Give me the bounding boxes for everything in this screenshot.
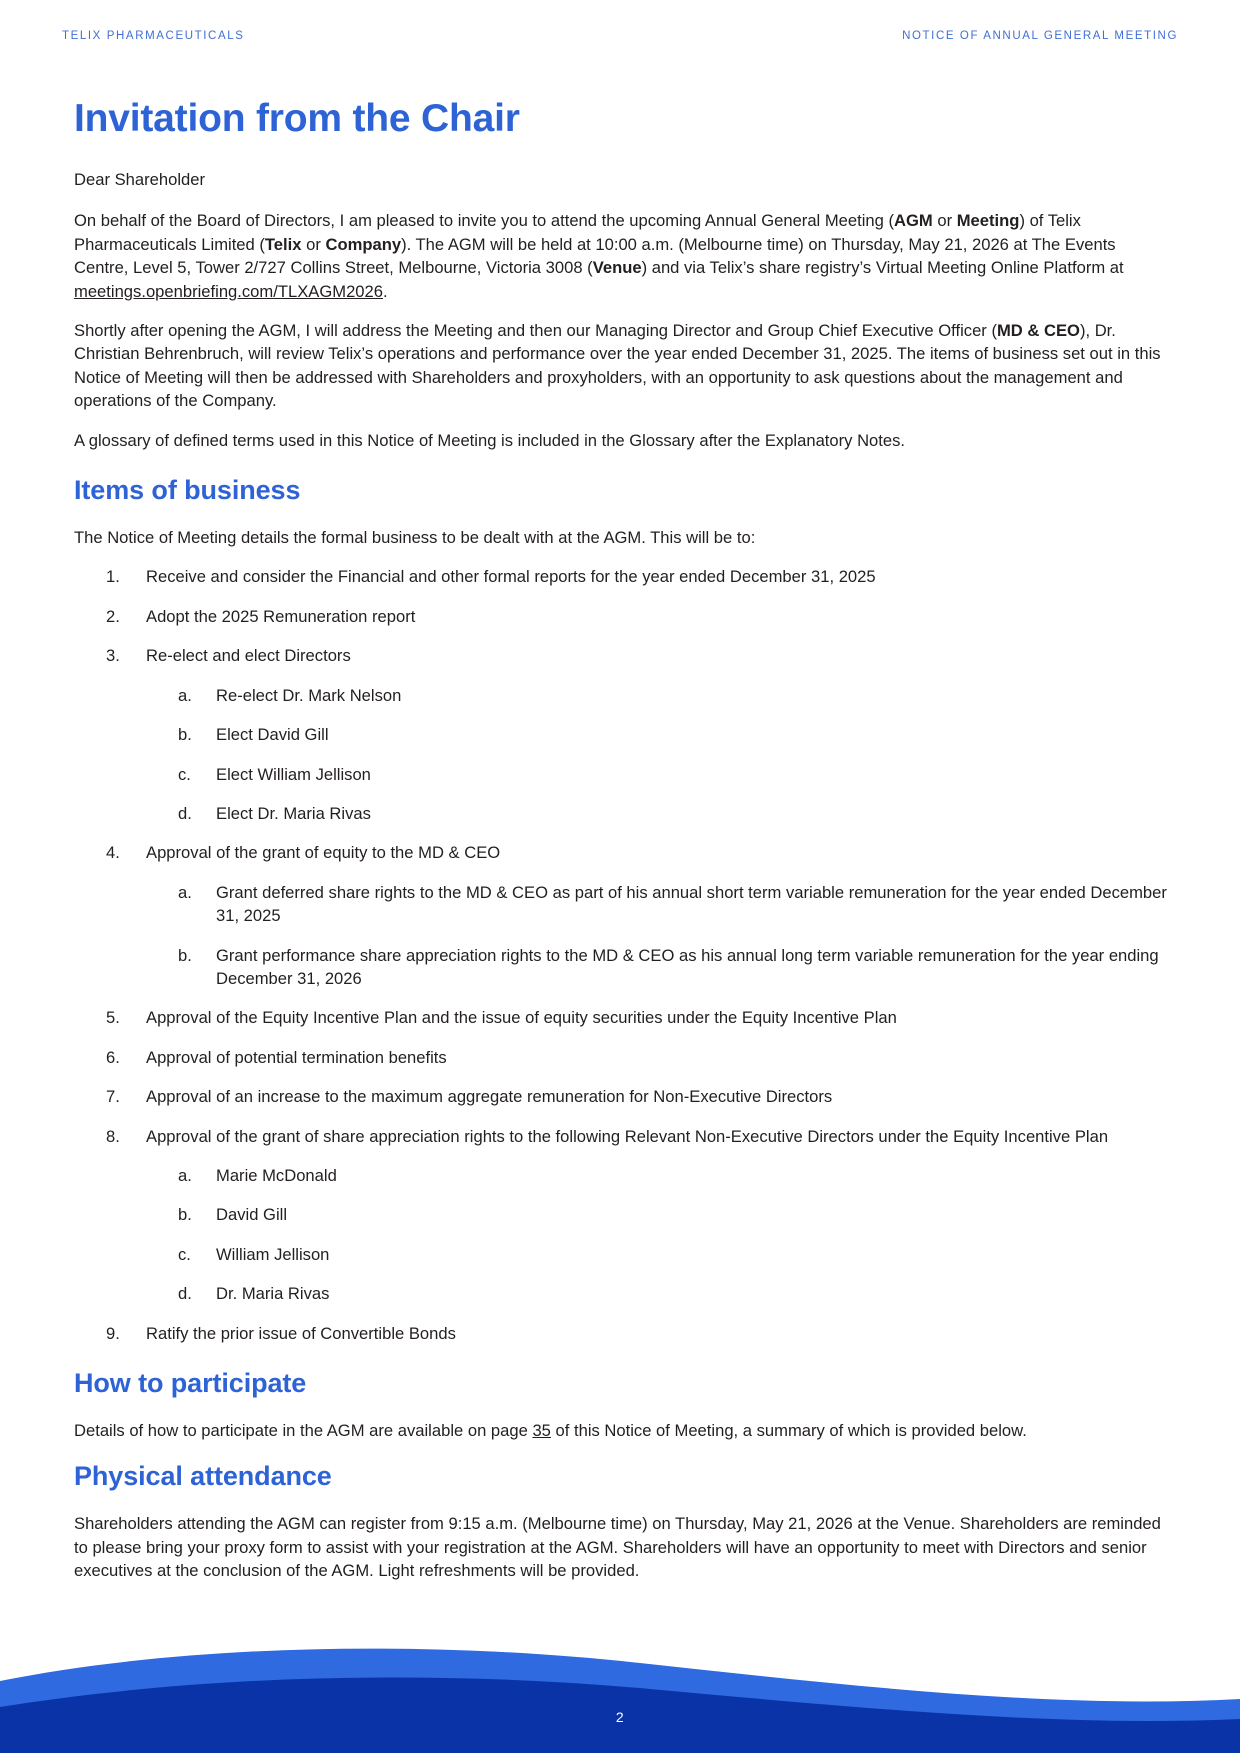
intro-p1-end: . xyxy=(383,281,388,301)
page-reference-link[interactable]: 35 xyxy=(532,1421,551,1440)
sub-list xyxy=(146,684,1174,826)
sub-list-item-text: Elect Dr. Maria Rivas xyxy=(216,803,371,823)
sub-list-item xyxy=(146,1282,1174,1305)
list-item xyxy=(74,644,1174,825)
salutation: Dear Shareholder xyxy=(74,170,205,189)
sub-list-item xyxy=(146,1243,1174,1266)
intro-p1-part-a: On behalf of the Board of Directors, I am pleased to invite you to attend the upcoming Annual General Meeting ( xyxy=(74,211,895,231)
list-item-text: Approval of the grant of equity to the MD & CEO xyxy=(146,843,501,863)
term-md-ceo: MD & CEO xyxy=(996,321,1080,341)
wave-svg xyxy=(0,1603,1240,1753)
term-meeting: Meeting xyxy=(956,211,1020,231)
how-to-participate-text-a: Details of how to participate in the AGM are available on page xyxy=(74,1421,533,1440)
items-of-business-lead: The Notice of Meeting details the formal business to be dealt with at the AGM. This will be to: xyxy=(74,528,756,548)
header-document-title: NOTICE OF ANNUAL GENERAL MEETING xyxy=(902,30,1178,42)
intro-p1-part-e: ) of Telix Pharmaceuticals Limited ( xyxy=(74,211,1081,254)
list-item-text: Approval of an increase to the maximum aggregate remuneration for Non-Executive Directors xyxy=(146,1087,833,1107)
list-item xyxy=(74,605,1174,628)
intro-paragraph-3: A glossary of defined terms used in this Notice of Meeting is included in the Glossary after the Explanatory Notes. xyxy=(74,430,906,450)
term-agm: AGM xyxy=(894,211,933,231)
list-item xyxy=(74,1125,1174,1306)
list-item xyxy=(74,841,1174,990)
list-item xyxy=(74,1322,1174,1345)
footer-wave-graphic xyxy=(0,1603,1240,1753)
intro-p1-part-c: or xyxy=(932,211,957,231)
list-item-text: Ratify the prior issue of Convertible Bonds xyxy=(146,1323,456,1343)
how-to-participate-text-b: of this Notice of Meeting, a summary of which is provided below. xyxy=(550,1421,1027,1440)
intro-paragraph-2 xyxy=(74,319,1174,413)
sub-list-item-text: David Gill xyxy=(216,1205,288,1225)
sub-list-item xyxy=(146,802,1174,825)
physical-attendance-paragraph: Shareholders attending the AGM can register from 9:15 a.m. (Melbourne time) on Thursday, May 21, 2026 at the Venue. Shareholders are reminded to please bring your proxy form to assist with your registration at the AGM. Shareholders will have an opportunity to meet with Directors and senior executives at the conclusion of the AGM. Light refreshments will be provided. xyxy=(74,1514,1161,1581)
items-of-business-heading: Items of business xyxy=(74,475,301,506)
page-number: 2 xyxy=(615,1709,625,1725)
sub-list-item-text: Elect William Jellison xyxy=(216,764,371,784)
list-item-text: Approval of potential termination benefits xyxy=(146,1047,447,1067)
list-item-text: Approval of the Equity Incentive Plan and the issue of equity securities under the Equity Incentive Plan xyxy=(146,1008,897,1028)
list-item xyxy=(74,1046,1174,1069)
sub-list-item-text: Marie McDonald xyxy=(216,1165,337,1185)
term-telix: Telix xyxy=(264,234,302,254)
intro-p1-part-i: ). The AGM will be held at 10:00 a.m. (Melbourne time) on Thursday, May 21, 2026 at The Events Centre, Level 5, Tower 2/727 Collins Street, Melbourne, Victoria 3008 ( xyxy=(74,234,1116,278)
sub-list-item xyxy=(146,723,1174,746)
how-to-participate-heading: How to participate xyxy=(74,1368,307,1398)
intro-p2-part-a: Shortly after opening the AGM, I will address the Meeting and then our Managing Director and Group Chief Executive Officer ( xyxy=(74,321,997,341)
virtual-meeting-link[interactable]: meetings.openbriefing.com/TLXAGM2026 xyxy=(74,281,383,301)
sub-list xyxy=(146,1164,1174,1306)
sub-list xyxy=(146,881,1174,991)
running-header xyxy=(0,26,1240,46)
sub-list-item xyxy=(146,944,1174,991)
sub-list-item xyxy=(146,1164,1174,1187)
sub-list-item xyxy=(146,763,1174,786)
sub-list-item xyxy=(146,1203,1174,1226)
intro-paragraph-1 xyxy=(74,209,1174,303)
list-item-text: Receive and consider the Financial and other formal reports for the year ended December 31, 2025 xyxy=(146,567,876,587)
sub-list-item xyxy=(146,881,1174,928)
page-title: Invitation from the Chair xyxy=(74,97,520,140)
list-item xyxy=(74,565,1174,588)
header-company-name: TELIX PHARMACEUTICALS xyxy=(62,30,245,42)
term-venue: Venue xyxy=(592,258,642,278)
intro-p1-part-g: or xyxy=(301,234,326,254)
physical-attendance-heading: Physical attendance xyxy=(74,1461,332,1492)
sub-list-item-text: Elect David Gill xyxy=(216,725,329,745)
sub-list-item-text: Grant performance share appreciation rights to the MD & CEO as his annual long term variable remuneration for the year ending December 31, 2026 xyxy=(216,945,1159,988)
list-item-text: Approval of the grant of share appreciation rights to the following Relevant Non-Executive Directors under the Equity Incentive Plan xyxy=(146,1126,1109,1146)
sub-list-item-text: William Jellison xyxy=(216,1244,330,1264)
document-content xyxy=(74,96,1174,1583)
intro-p1-part-k: ) and via Telix’s share registry’s Virtual Meeting Online Platform at xyxy=(641,258,1124,278)
term-company: Company xyxy=(325,234,402,254)
how-to-participate-paragraph xyxy=(74,1419,1174,1442)
list-item-text: Adopt the 2025 Remuneration report xyxy=(146,606,416,626)
items-of-business-list xyxy=(74,565,1174,1345)
sub-list-item-text: Grant deferred share rights to the MD & CEO as part of his annual short term variable remuneration for the year ended December 31, 2025 xyxy=(216,882,1167,926)
sub-list-item-text: Dr. Maria Rivas xyxy=(216,1284,330,1304)
list-item-text: Re-elect and elect Directors xyxy=(146,646,351,666)
intro-p2-part-c: ), Dr. Christian Behrenbruch, will review Telix’s operations and performance over the year ended December 31, 2025. The items of business set out in this Notice of Meeting will then be addressed with Shareholders and proxyholders, with an opportunity to ask questions about the management and operations of the Company. xyxy=(74,321,1161,411)
sub-list-item xyxy=(146,684,1174,707)
sub-list-item-text: Re-elect Dr. Mark Nelson xyxy=(216,685,402,705)
list-item xyxy=(74,1006,1174,1029)
list-item xyxy=(74,1085,1174,1108)
